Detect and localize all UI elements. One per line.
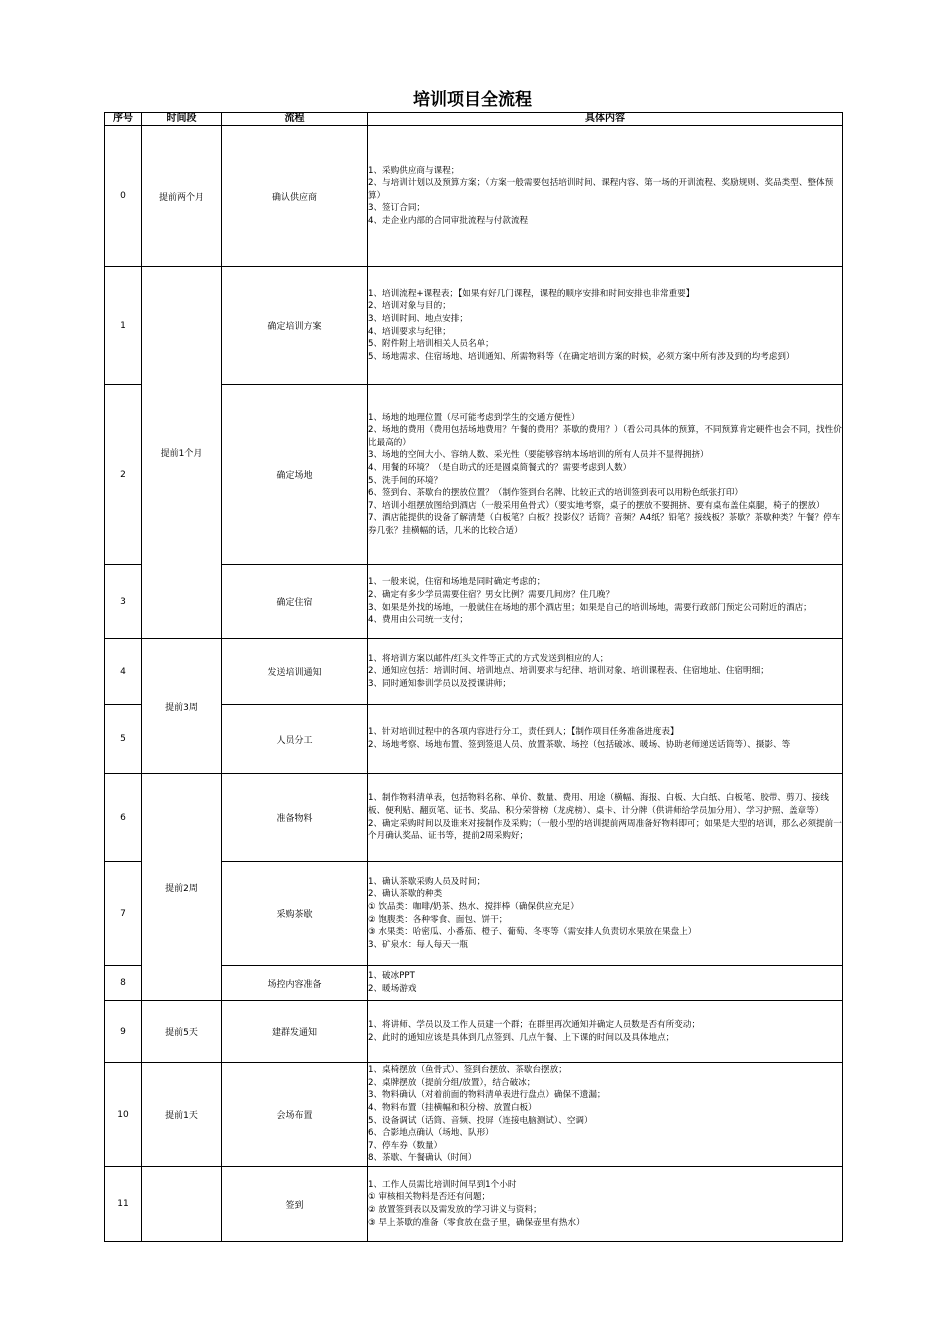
content-cell (368, 774, 843, 862)
content-line: 1、将讲师、学员以及工作人员建一个群；在群里再次通知并确定人员数是否有所变动； (368, 1019, 701, 1030)
content-line: 6、签到台、茶歇台的摆放位置？（制作签到台名牌、比较正式的培训签到表可以用粉色纸张打印） (368, 488, 744, 499)
content-line: 3、同时通知参训学员以及授课讲师； (368, 678, 511, 689)
content-line: 2、确定有多少学员需要住宿？男女比例？需要几间房？住几晚？ (368, 589, 615, 600)
content-line: 3、培训时间、地点安排； (368, 313, 468, 324)
content-line: ② 饱腹类：各种零食、面包、饼干； (368, 914, 508, 925)
content-line: 7、停车券（数量） (368, 1140, 443, 1151)
content-cell (368, 126, 843, 267)
header-content: 具体内容 (368, 113, 843, 126)
content-line: 3、场地的空间大小、容纳人数、采光性（要能够容纳本场培训的所有人员并不显得拥挤） (368, 450, 709, 461)
content-cell (368, 705, 843, 774)
header-row (105, 113, 843, 126)
process-cell: 确认供应商 (222, 126, 368, 267)
process-cell: 场控内容准备 (222, 966, 368, 1001)
content-cell (368, 267, 843, 385)
content-line: 7、酒店能提供的设备了解清楚（白板笔？白板？投影仪？话筒？音频？A4纸？铅笔？接线板？茶歇？茶歇种类？午餐？停车券几张？挂横幅的话，几米的比较合适） (368, 513, 841, 536)
header-index: 序号 (105, 113, 142, 126)
content-line: 3、如果是外找的场地，一般就住在场地的那个酒店里；如果是自己的培训场地，需要行政部门预定公司附近的酒店； (368, 602, 812, 613)
content-cell (368, 1063, 843, 1167)
table-row (105, 1063, 843, 1167)
period-cell (142, 1167, 222, 1242)
table-row (105, 126, 843, 267)
content-line: ① 饮品类：咖啡/奶茶、热水、搅拌棒（确保供应充足） (368, 901, 579, 912)
row-index: 10 (105, 1063, 142, 1167)
row-index: 11 (105, 1167, 142, 1242)
content-cell (368, 565, 843, 639)
content-line: 2、培训对象与目的； (368, 301, 451, 312)
row-index: 1 (105, 267, 142, 385)
content-line: 4、走企业内部的合同审批流程与付款流程 (368, 215, 529, 226)
process-cell: 准备物料 (222, 774, 368, 862)
content-line: 5、设备调试（话筒、音频、投屏（连接电脑测试）、空调） (368, 1115, 593, 1126)
table-row (105, 267, 843, 385)
period-cell: 提前2周 (142, 774, 222, 1001)
process-cell: 采购茶歇 (222, 862, 368, 966)
content-cell (368, 862, 843, 966)
content-line: 2、确定采购时间以及谁来对接制作及采购；（一般小型的培训提前两周准备好物料即可；如果是大型的培训，那么必须提前一个月确认奖品、证书等，提前2周采购好； (368, 818, 842, 842)
content-line: 1、桌椅摆放（鱼骨式）、签到台摆放、茶歇台摆放； (368, 1065, 567, 1076)
row-index: 3 (105, 565, 142, 639)
content-line: 2、通知应包括：培训时间、培训地点、培训要求与纪律、培训对象、培训课程表、住宿地址、住宿明细； (368, 666, 769, 677)
content-cell (368, 966, 843, 1001)
content-line: 1、工作人员需比培训时间早到1个小时 (368, 1179, 517, 1190)
process-table (104, 112, 843, 1242)
content-line: 1、场地的地理位置（尽可能考虑到学生的交通方便性） (368, 412, 580, 423)
period-cell: 提前1个月 (142, 267, 222, 639)
content-line: 1、破冰PPT (368, 971, 415, 982)
row-index: 6 (105, 774, 142, 862)
content-line: 2、暖场游戏 (368, 984, 417, 994)
content-line: ② 放置签到表以及需发放的学习讲义与资料； (368, 1205, 542, 1215)
process-cell: 确定培训方案 (222, 267, 368, 385)
table-row (105, 774, 843, 862)
process-cell: 发送培训通知 (222, 639, 368, 705)
table-row (105, 639, 843, 705)
row-index: 2 (105, 385, 142, 565)
content-line: 1、制作物料清单表，包括物料名称、单价、数量、费用、用途（横幅、海报、白板、大白纸、白板笔、胶带、剪刀、接线板、便利贴、翻页笔、证书、奖品、积分荣誉榜（龙虎榜）、桌卡、计分牌（供讲师给学员加分用）、学习护照、盖章等） (368, 793, 829, 816)
content-line: 1、采购供应商与课程； (368, 165, 460, 176)
content-line: 2、确认茶歇的种类 (368, 889, 443, 900)
content-line: 2、与培训计划以及预算方案；（方案一般需要包括培训时间、课程内容、第一场的开训流程、奖励规则、奖品类型、整体预算） (368, 178, 834, 201)
content-line: 1、针对培训过程中的各项内容进行分工，责任到人；【制作项目任务准备进度表】 (368, 727, 679, 738)
content-cell (368, 639, 843, 705)
process-cell: 会场布置 (222, 1063, 368, 1167)
process-cell: 确定住宿 (222, 565, 368, 639)
period-cell: 提前3周 (142, 639, 222, 774)
content-cell (368, 1001, 843, 1063)
content-line: 1、确认茶歇采购人员及时间； (368, 876, 486, 887)
process-cell: 人员分工 (222, 705, 368, 774)
content-line: 4、用餐的环境？（是自助式的还是圆桌简餐式的？需要考虑到人数） (368, 462, 632, 473)
row-index: 8 (105, 966, 142, 1001)
period-cell: 提前两个月 (142, 126, 222, 267)
content-line: 4、培训要求与纪律； (368, 326, 451, 337)
content-line: ③ 早上茶歇的准备（零食放在盘子里，确保壶里有热水） (368, 1217, 585, 1228)
row-index: 5 (105, 705, 142, 774)
page-title: 培训项目全流程 (413, 90, 532, 110)
row-index: 9 (105, 1001, 142, 1063)
content-line: 1、一般来说，住宿和场地是同时确定考虑的； (368, 577, 546, 588)
content-line: 4、费用由公司统一支付； (368, 615, 468, 626)
content-line: 2、场地的费用（费用包括场地费用？午餐的费用？茶歇的费用？）（看公司具体的预算，不同预算肯定硬件也会不同，找性价比最高的） (368, 425, 842, 448)
content-cell (368, 385, 843, 565)
process-cell: 建群发通知 (222, 1001, 368, 1063)
content-line: ① 审核相关物料是否还有问题； (368, 1192, 491, 1203)
period-cell: 提前1天 (142, 1063, 222, 1167)
content-line: 3、矿泉水：每人每天一瓶 (368, 939, 468, 950)
content-line: 1、将培训方案以邮件/红头文件等正式的方式发送到相应的人； (368, 653, 609, 664)
header-process: 流程 (222, 113, 368, 126)
content-line: 6、合影地点确认（场地、队形） (368, 1128, 494, 1139)
process-cell: 签到 (222, 1167, 368, 1242)
content-line: 7、培训小组摆放图给到酒店（一般采用鱼骨式）（要实地考察，桌子的摆放不要拥挤、要有桌布盖住桌腿，椅子的摆放） (368, 500, 825, 511)
content-line: 5、附件附上培训相关人员名单； (368, 339, 494, 350)
process-cell: 确定场地 (222, 385, 368, 565)
content-line: ③ 水果类：哈密瓜、小番茄、橙子、葡萄、冬枣等（需安排人负责切水果放在果盘上） (368, 927, 697, 938)
content-line: 2、桌牌摆放（提前分组/放置），结合破冰； (368, 1077, 536, 1088)
row-index: 0 (105, 126, 142, 267)
content-line: 2、场地考察、场地布置、签到签退人员、放置茶歇、场控（包括破冰、暖场、协助老师递送话筒等）、摄影、等 (368, 740, 791, 750)
content-line: 3、签订合同； (368, 203, 426, 214)
table-row (105, 1001, 843, 1063)
table-row (105, 1167, 843, 1242)
content-line: 8、茶歇、午餐确认（时间） (368, 1153, 477, 1164)
row-index: 7 (105, 862, 142, 966)
content-line: 5、洗手间的环境？ (368, 475, 443, 486)
content-line: 1、培训流程+课程表；【如果有好几门课程，课程的顺序安排和时间安排也非常重要】 (368, 288, 695, 299)
period-cell: 提前5天 (142, 1001, 222, 1063)
content-line: 5、场地需求、住宿场地、培训通知、所需物料等（在确定培训方案的时候，必须方案中所有涉及到的均考虑到） (368, 351, 795, 362)
content-cell (368, 1167, 843, 1242)
content-line: 4、物料布置（挂横幅和积分榜、放置白板） (368, 1102, 537, 1113)
content-line: 2、此时的通知应该是具体到几点签到、几点午餐、上下课的时间以及具体地点； (368, 1032, 675, 1043)
header-period: 时间段 (142, 113, 222, 126)
row-index: 4 (105, 639, 142, 705)
content-line: 3、物料确认（对着前面的物料清单表进行盘点）确保不遗漏； (368, 1090, 606, 1101)
